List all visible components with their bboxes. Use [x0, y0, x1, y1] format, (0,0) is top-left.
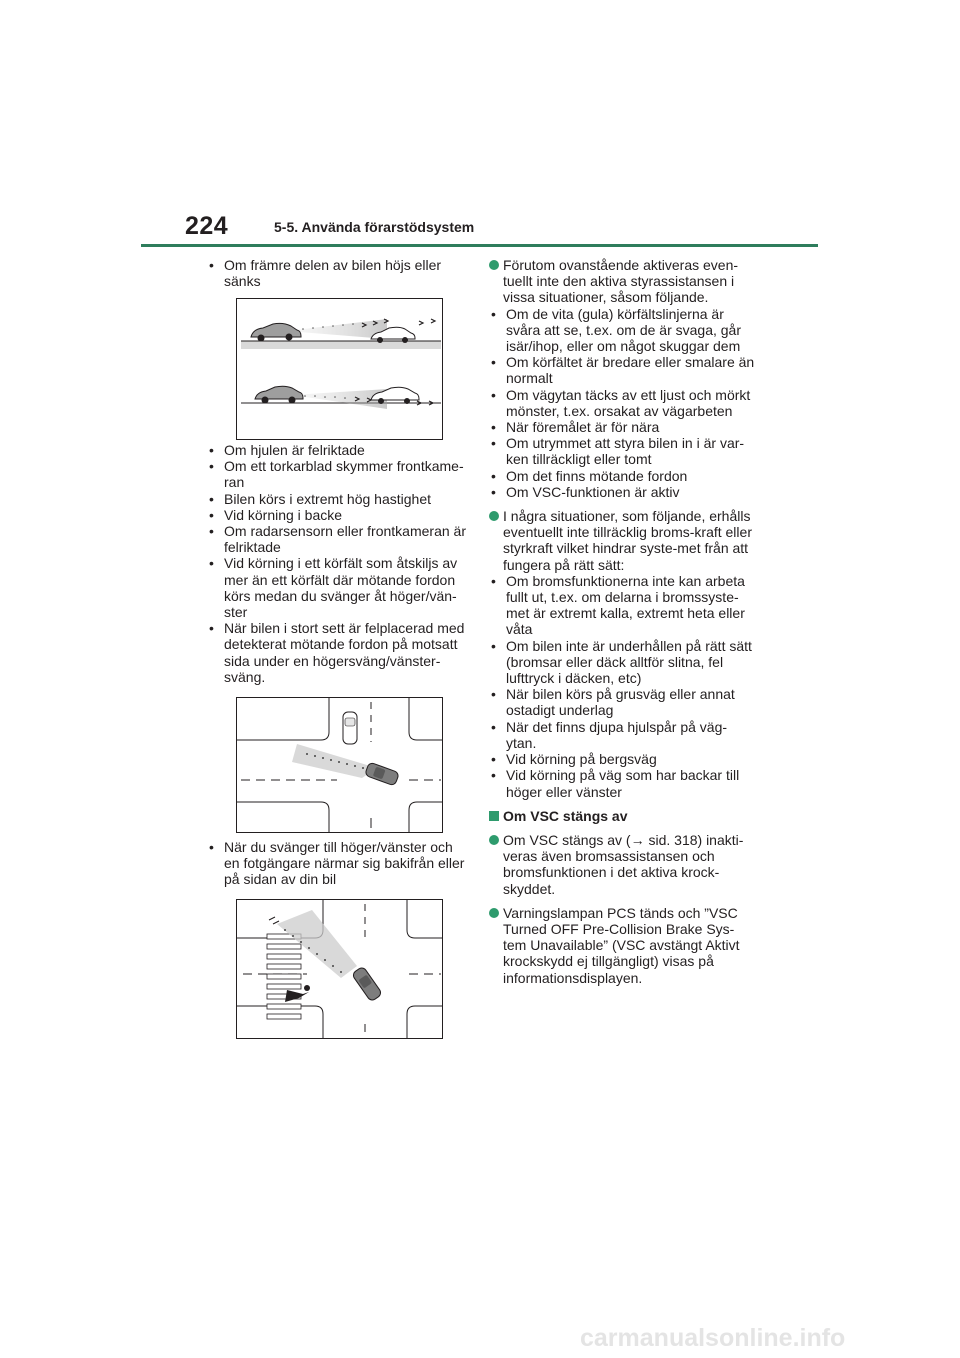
list-item: • När bilen körs på grusväg eller annat ostadigt underlag — [489, 686, 757, 718]
list-item: • Om körfältet är bredare eller smalare än normalt — [489, 354, 757, 386]
list-item: • Vid körning på väg som har backar till höger eller vänster — [489, 767, 757, 799]
paragraph-vsc-off: Om VSC stängs av (→ sid. 318) inakti-veras även bromsassistansen och bromsfunktionen i det aktiva krock-skyddet. — [489, 832, 757, 897]
heading-square-icon — [489, 811, 499, 821]
section-title: 5-5. Använda förarstödsystem — [274, 219, 475, 235]
list-item: • Om ett torkarblad skymmer frontkame-ran — [207, 458, 469, 490]
list-item: • Om bromsfunktionerna inte kan arbeta fullt ut, t.ex. om delarna i bromssyste-met är extremt kalla, extremt heta eller våta — [489, 573, 757, 638]
list-item: • Vid körning i ett körfält som åtskiljs av mer än ett körfält där mötande fordon körs medan du svänger åt höger/vän-ster — [207, 555, 469, 620]
figure-car-raised — [236, 298, 443, 440]
list-item: • När bilen i stort sett är felplacerad med detekterat mötande fordon på motsatt sida under en högersväng/vänster-sväng. — [207, 620, 469, 685]
bullet-list-brake — [489, 573, 757, 800]
bullet-list-conditions — [207, 442, 469, 685]
heading-vsc-off: Om VSC stängs av — [489, 808, 757, 824]
list-item: • Om främre delen av bilen höjs eller sänks — [207, 257, 469, 289]
list-item: • När du svänger till höger/vänster och en fotgängare närmar sig bakifrån eller på sidan av din bil — [207, 839, 469, 888]
header-rule — [141, 244, 818, 247]
figure-intersection-oncoming — [236, 697, 443, 833]
list-item: • Om hjulen är felriktade — [207, 442, 469, 458]
paragraph-pcs-warning: Varningslampan PCS tänds och ”VSC Turned OFF Pre-Collision Brake Sys-tem Unavailable” (VSC avstängt Aktivt krockskydd ej tillgängligt) visas på informationsdisplayen. — [489, 905, 757, 986]
list-item: • Om radarsensorn eller frontkameran är felriktade — [207, 523, 469, 555]
list-item: • Om utrymmet att styra bilen in i är var-ken tillräckligt eller tomt — [489, 435, 757, 467]
page-number: 224 — [185, 212, 229, 240]
bullet-dot-icon — [489, 835, 499, 845]
list-item: • Om vägytan täcks av ett ljust och mörkt mönster, t.ex. orsakat av vägarbeten — [489, 387, 757, 419]
left-column-top — [207, 257, 469, 289]
paragraph-steering-assist: Förutom ovanstående aktiveras even-tuellt inte den aktiva styrassistansen i vissa situationer, såsom följande. — [489, 257, 757, 306]
list-item: • Om de vita (gula) körfältslinjerna är svåra att se, t.ex. om de är svaga, går isär/ihop, eller om något skuggar dem — [489, 306, 757, 355]
bullet-dot-icon — [489, 511, 499, 521]
figure-pedestrian-crossing — [236, 899, 443, 1039]
list-item: • Om VSC-funktionen är aktiv — [489, 484, 757, 500]
bullet-list-front-raised — [207, 257, 469, 289]
list-item: • När det finns djupa hjulspår på väg-ytan. — [489, 719, 757, 751]
list-item: • Vid körning på bergsväg — [489, 751, 757, 767]
bullet-dot-icon — [489, 908, 499, 918]
list-item: • Om bilen inte är underhållen på rätt sätt (bromsar eller däck alltför slitna, fel lufttryck i däcken, etc) — [489, 638, 757, 687]
bullet-dot-icon — [489, 260, 499, 270]
bullet-list-steering — [489, 306, 757, 500]
left-column-middle — [207, 442, 469, 685]
list-item: • När föremålet är för nära — [489, 419, 757, 435]
paragraph-brake-force: I några situationer, som följande, erhålls eventuellt inte tillräcklig broms-kraft eller styrkraft vilket hindrar syste-met från att fungera på rätt sätt: — [489, 508, 757, 573]
list-item: • Bilen körs i extremt hög hastighet — [207, 491, 469, 507]
right-column — [489, 257, 757, 986]
bullet-list-pedestrian — [207, 839, 469, 888]
list-item: • Vid körning i backe — [207, 507, 469, 523]
list-item: • Om det finns mötande fordon — [489, 468, 757, 484]
watermark: carmanualsonline.info — [580, 1324, 846, 1352]
left-column-bottom — [207, 839, 469, 888]
